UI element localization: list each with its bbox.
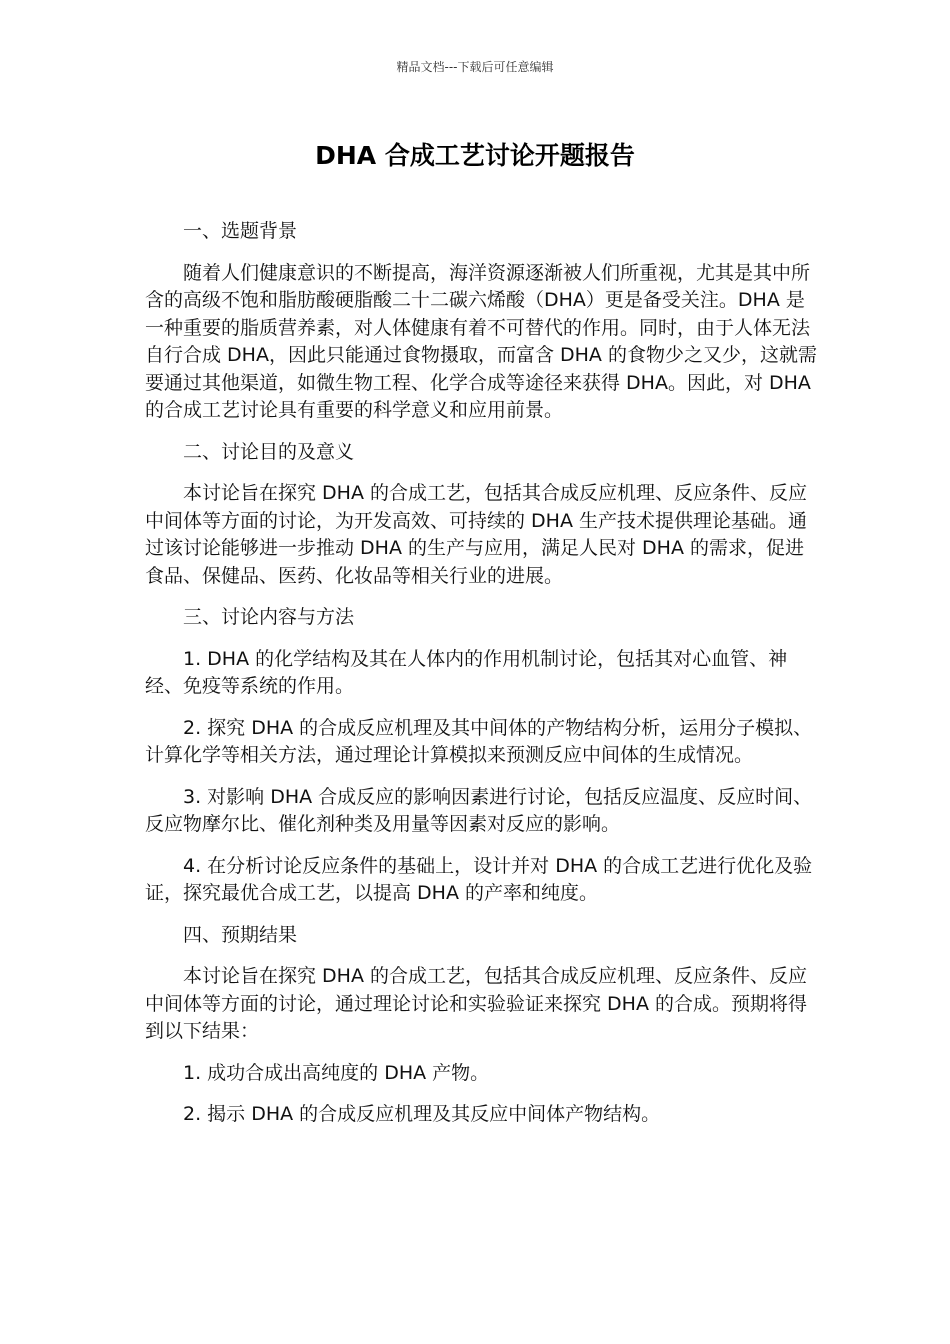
methods-item: 4. 在分析讨论反应条件的基础上，设计并对 DHA 的合成工艺进行优化及验证，探究最优合成工艺，以提高 DHA 的产率和纯度。	[145, 854, 813, 904]
section-heading-expected: 四、预期结果	[183, 923, 298, 946]
methods-item: 1. DHA 的化学结构及其在人体内的作用机制讨论，包括其对心血管、神经、免疫等系统的作用。	[145, 647, 788, 697]
purpose-paragraph: 本讨论旨在探究 DHA 的合成工艺，包括其合成反应机理、反应条件、反应中间体等方面的讨论，为开发高效、可持续的 DHA 生产技术提供理论基础。通过该讨论能够进一步推动 DHA 的生产与应用，满足人民对 DHA 的需求，促进食品、保健品、医药、化妆品等相关行业的进展。	[145, 482, 807, 587]
background-paragraph: 随着人们健康意识的不断提高，海洋资源逐渐被人们所重视，尤其是其中所含的高级不饱和脂肪酸硬脂酸二十二碳六烯酸（DHA）更是备受关注。DHA 是一种重要的脂质营养素，对人体健康有着不可替代的作用。同时，由于人体无法自行合成 DHA，因此只能通过食物摄取，而富含 DHA 的食物少之又少，这就需要通过其他渠道，如微生物工程、化学合成等途径来获得 DHA。因此，对 DHA 的合成工艺讨论具有重要的科学意义和应用前景。	[145, 261, 817, 421]
document-body	[145, 218, 817, 1143]
page-header: 精品文档---下载后可任意编辑	[396, 60, 554, 74]
methods-item: 3. 对影响 DHA 合成反应的影响因素进行讨论，包括反应温度、反应时间、反应物摩尔比、催化剂种类及用量等因素对反应的影响。	[145, 785, 813, 835]
expected-item: 1. 成功合成出高纯度的 DHA 产物。	[183, 1061, 490, 1084]
expected-item: 2. 揭示 DHA 的合成反应机理及其反应中间体产物结构。	[183, 1103, 661, 1125]
section-heading-background: 一、选题背景	[183, 220, 298, 242]
section-heading-purpose: 二、讨论目的及意义	[183, 440, 355, 463]
methods-item: 2. 探究 DHA 的合成反应机理及其中间体的产物结构分析，运用分子模拟、计算化学等相关方法，通过理论计算模拟来预测反应中间体的生成情况。	[145, 716, 813, 766]
document-title: DHA 合成工艺讨论开题报告	[315, 141, 635, 170]
section-heading-methods: 三、讨论内容与方法	[183, 606, 355, 628]
expected-paragraph: 本讨论旨在探究 DHA 的合成工艺，包括其合成反应机理、反应条件、反应中间体等方面的讨论，通过理论讨论和实验验证来探究 DHA 的合成。预期将得到以下结果：	[145, 965, 807, 1042]
